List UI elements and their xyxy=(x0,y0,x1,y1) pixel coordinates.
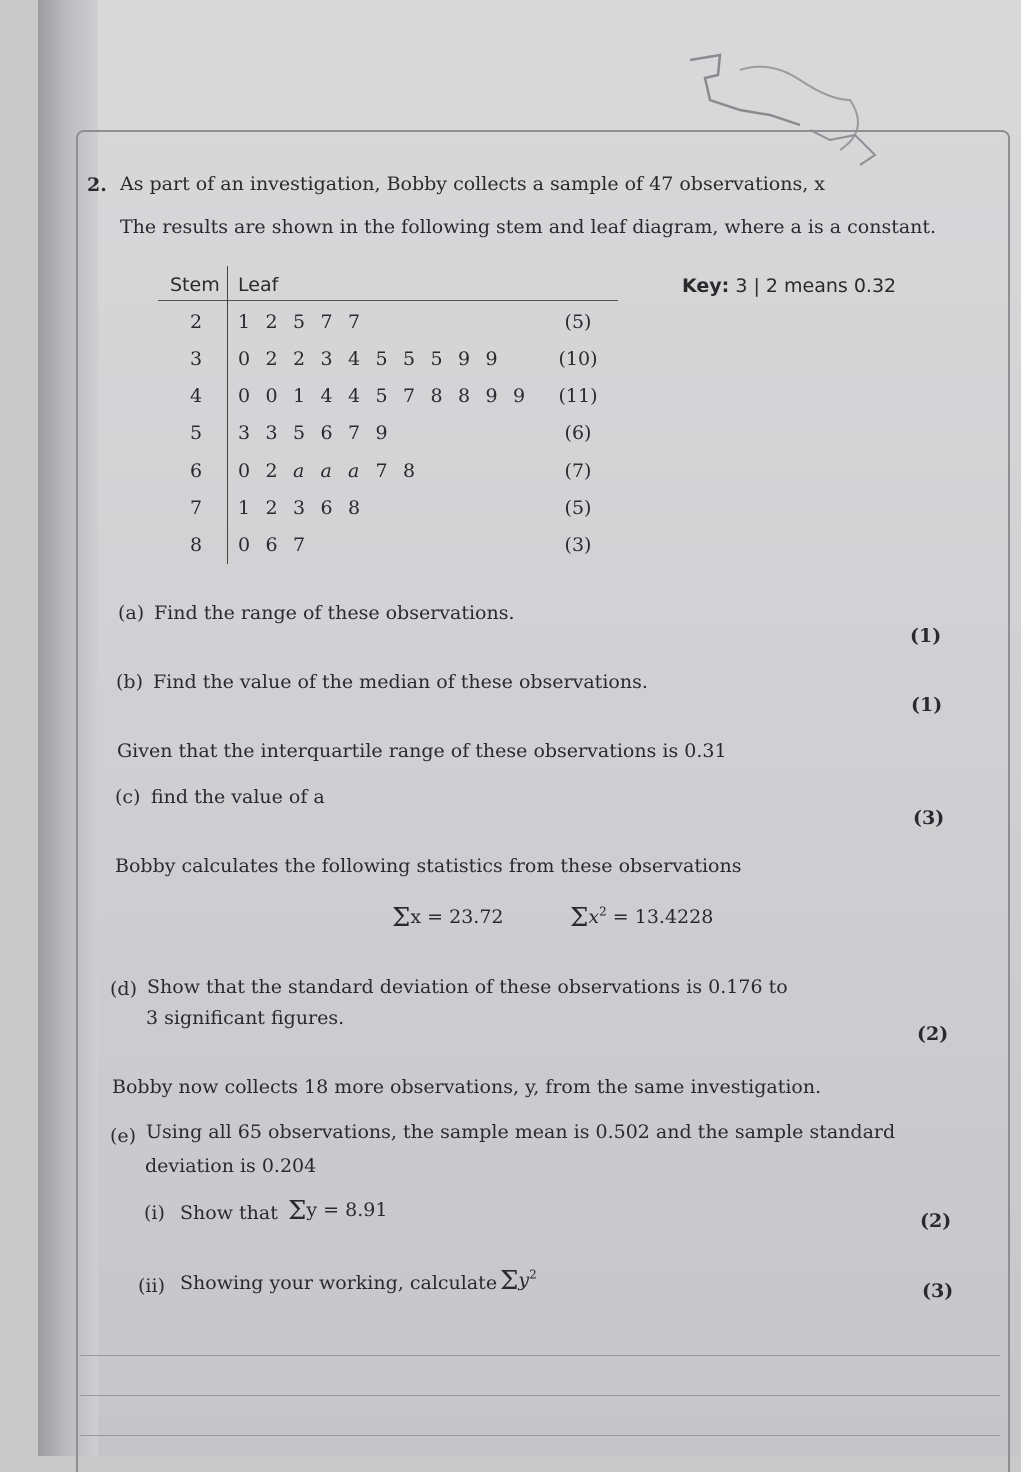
leaf-value: 5 xyxy=(430,348,443,370)
leaf-count: (10) xyxy=(558,348,598,370)
leaf-value: 6 xyxy=(320,497,333,519)
leaf-value: 9 xyxy=(458,348,471,370)
leaf-value: 3 xyxy=(265,422,278,444)
sigma-symbol: Σ xyxy=(392,903,411,933)
stem-header: Stem xyxy=(170,274,220,296)
leaf-value: 3 xyxy=(238,422,251,444)
leaf-count: (6) xyxy=(564,422,592,444)
leaf-value: a xyxy=(348,460,360,482)
part-e-text-line2: deviation is 0.204 xyxy=(145,1155,317,1177)
leaf-values xyxy=(238,385,541,407)
stem-value: 5 xyxy=(189,422,203,444)
leaf-value: 9 xyxy=(513,385,526,407)
key-text: 3 | 2 means 0.32 xyxy=(735,275,897,297)
sum-y2-formula: $\Sigma y^2$ xyxy=(500,1266,537,1296)
leaf-value: 1 xyxy=(238,497,251,519)
part-eii-marks: (3) xyxy=(922,1280,954,1302)
leaf-values xyxy=(238,460,431,482)
given-iqr-text: Given that the interquartile range of these observations is 0.31 xyxy=(117,740,727,762)
leaf-count: (3) xyxy=(564,534,592,556)
leaf-value: 2 xyxy=(293,348,306,370)
leaf-values xyxy=(238,497,376,519)
part-ei-text: Show that xyxy=(180,1202,278,1224)
leaf-value: 3 xyxy=(293,497,306,519)
more-observations-text: Bobby now collects 18 more observations, y, from the same investigation. xyxy=(112,1076,822,1098)
answer-line xyxy=(80,1355,1000,1356)
sum-x-value: x = 23.72 xyxy=(410,906,504,928)
leaf-value: 4 xyxy=(320,385,333,407)
leaf-count: (7) xyxy=(564,460,592,482)
leaf-value: 9 xyxy=(375,422,388,444)
leaf-value: 8 xyxy=(348,497,361,519)
leaf-value: 9 xyxy=(485,348,498,370)
leaf-value: 8 xyxy=(458,385,471,407)
stats-intro: Bobby calculates the following statistics from these observations xyxy=(115,855,742,877)
part-d-text-line2: 3 significant figures. xyxy=(146,1007,345,1029)
leaf-value: a xyxy=(293,460,305,482)
diagram-key xyxy=(682,275,896,297)
part-d-text-line1: Show that the standard deviation of these observations is 0.176 to xyxy=(147,976,788,998)
leaf-values xyxy=(238,534,321,556)
leaf-value: 5 xyxy=(293,422,306,444)
part-b-marks: (1) xyxy=(911,694,943,716)
leaf-value: 3 xyxy=(320,348,333,370)
stem-leaf-row xyxy=(158,311,618,348)
part-a-label: (a) xyxy=(118,602,145,624)
part-d-label: (d) xyxy=(110,978,137,1000)
leaf-value: 2 xyxy=(265,497,278,519)
sigma-symbol: Σ xyxy=(570,903,589,933)
stem-value: 2 xyxy=(189,311,203,333)
leaf-value: 7 xyxy=(375,460,388,482)
part-ei-marks: (2) xyxy=(920,1210,952,1232)
leaf-values xyxy=(238,422,403,444)
leaf-value: 0 xyxy=(238,385,251,407)
stem-leaf-row xyxy=(158,385,618,422)
leaf-value: 5 xyxy=(375,385,388,407)
leaf-value: 0 xyxy=(238,348,251,370)
leaf-value: 2 xyxy=(265,348,278,370)
leaf-value: 7 xyxy=(320,311,333,333)
leaf-value: a xyxy=(320,460,332,482)
leaf-value: 0 xyxy=(238,534,251,556)
leaf-value: 6 xyxy=(265,534,278,556)
leaf-value: 7 xyxy=(293,534,306,556)
stem-leaf-row xyxy=(158,497,618,534)
stem-value: 4 xyxy=(189,385,203,407)
part-eii-label: (ii) xyxy=(138,1275,165,1297)
part-e-text-line1: Using all 65 observations, the sample mean is 0.502 and the sample standard xyxy=(146,1121,896,1143)
part-c-label: (c) xyxy=(115,786,141,808)
leaf-value: 4 xyxy=(348,348,361,370)
leaf-count: (5) xyxy=(564,497,592,519)
leaf-value: 5 xyxy=(375,348,388,370)
leaf-value: 0 xyxy=(265,385,278,407)
leaf-count: (11) xyxy=(558,385,598,407)
sigma-symbol: Σ xyxy=(500,1266,519,1296)
sum-y-formula xyxy=(288,1196,387,1226)
sum-x2-formula: $\Sigma x^2 = 13.4228$ xyxy=(570,903,714,933)
part-b-label: (b) xyxy=(116,671,143,693)
leaf-value: 8 xyxy=(403,460,416,482)
sum-y-value: y = 8.91 xyxy=(306,1199,388,1221)
leaf-value: 9 xyxy=(485,385,498,407)
leaf-value: 2 xyxy=(265,311,278,333)
stem-leaf-row xyxy=(158,460,618,497)
key-label: Key: xyxy=(682,275,730,297)
stem-leaf-row xyxy=(158,534,618,571)
leaf-value: 5 xyxy=(403,348,416,370)
part-eii-text: Showing your working, calculate xyxy=(180,1272,498,1294)
leaf-value: 7 xyxy=(348,311,361,333)
part-d-marks: (2) xyxy=(917,1023,949,1045)
stem-value: 3 xyxy=(189,348,203,370)
leaf-value: 7 xyxy=(348,422,361,444)
leaf-values xyxy=(238,348,513,370)
answer-line xyxy=(80,1435,1000,1436)
question-number: 2. xyxy=(87,174,107,196)
sum-x-formula xyxy=(392,903,504,933)
question-intro-line2: The results are shown in the following stem and leaf diagram, where a is a constant. xyxy=(120,216,937,238)
leaf-value: 1 xyxy=(238,311,251,333)
leaf-value: 7 xyxy=(403,385,416,407)
question-intro-line1: As part of an investigation, Bobby collects a sample of 47 observations, x xyxy=(120,173,826,195)
stem-value: 7 xyxy=(189,497,203,519)
part-a-text: Find the range of these observations. xyxy=(154,602,515,624)
stem-leaf-row xyxy=(158,348,618,385)
leaf-value: 1 xyxy=(293,385,306,407)
leaf-values xyxy=(238,311,376,333)
part-b-text: Find the value of the median of these observations. xyxy=(153,671,648,693)
leaf-value: 8 xyxy=(430,385,443,407)
stem-value: 8 xyxy=(189,534,203,556)
stem-value: 6 xyxy=(189,460,203,482)
part-e-label: (e) xyxy=(110,1125,137,1147)
leaf-value: 2 xyxy=(265,460,278,482)
sigma-symbol: Σ xyxy=(288,1196,307,1226)
part-a-marks: (1) xyxy=(910,625,942,647)
leaf-header: Leaf xyxy=(238,274,279,296)
leaf-value: 4 xyxy=(348,385,361,407)
leaf-value: 5 xyxy=(293,311,306,333)
part-c-marks: (3) xyxy=(913,807,945,829)
part-ei-label: (i) xyxy=(144,1202,165,1224)
stem-leaf-row xyxy=(158,422,618,459)
answer-line xyxy=(80,1395,1000,1396)
sum-x2-value: = 13.4228 xyxy=(612,906,714,928)
leaf-count: (5) xyxy=(564,311,592,333)
leaf-value: 0 xyxy=(238,460,251,482)
part-c-text: find the value of a xyxy=(151,786,325,808)
leaf-value: 6 xyxy=(320,422,333,444)
